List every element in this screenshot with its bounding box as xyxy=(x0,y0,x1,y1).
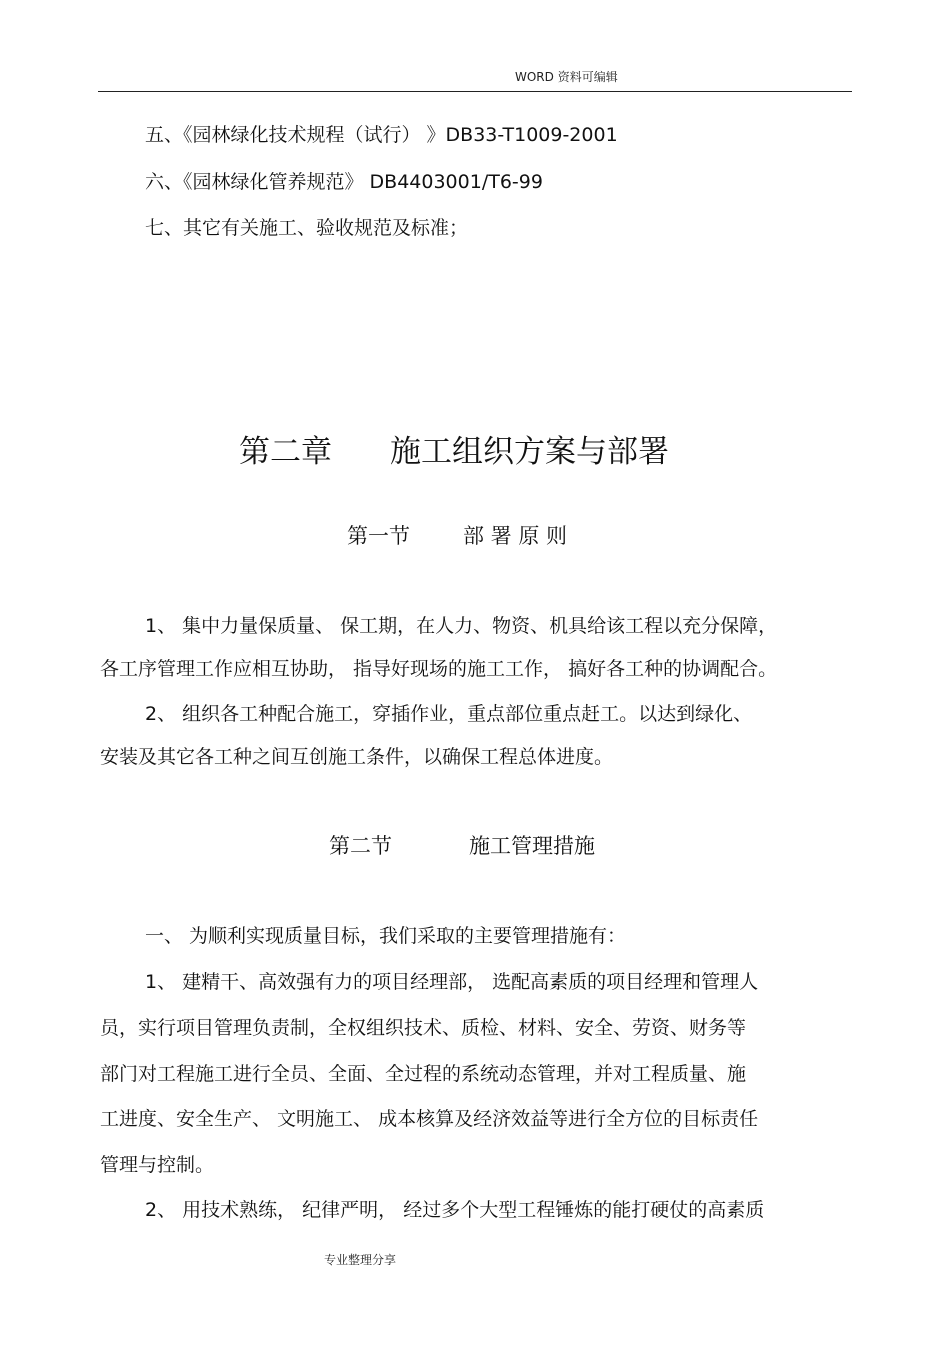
paragraph-line: 管理与控制。 xyxy=(100,1154,215,1176)
section1-title: 部 署 原 则 xyxy=(463,524,568,548)
page-header: WORD 资料可编辑 xyxy=(515,70,618,84)
paragraph-line: 一、 为顺利实现质量目标，我们采取的主要管理措施有： xyxy=(145,925,627,947)
paragraph-line: 员，实行项目管理负责制，全权组织技术、质检、材料、安全、劳资、财务等 xyxy=(100,1017,747,1039)
chapter-heading xyxy=(239,426,669,471)
reference-item: 七、其它有关施工、验收规范及标准； xyxy=(145,217,469,239)
reference-item: 五、《园林绿化技术规程（试行） 》DB33-T1009-2001 xyxy=(145,124,618,146)
paragraph-line: 2、 组织各工种配合施工，穿插作业，重点部位重点赶工。以达到绿化、 xyxy=(145,703,753,725)
paragraph-line: 部门对工程施工进行全员、全面、全过程的系统动态管理，并对工程质量、施 xyxy=(100,1063,747,1085)
paragraph-line: 2、 用技术熟练， 纪律严明， 经过多个大型工程锤炼的能打硬仗的高素质 xyxy=(145,1199,765,1221)
section1-label: 第一节 xyxy=(347,524,410,548)
paragraph-line: 工进度、安全生产、 文明施工、 成本核算及经济效益等进行全方位的目标责任 xyxy=(100,1108,759,1130)
header-rule xyxy=(98,91,852,92)
chapter-label: 第二章 xyxy=(239,434,332,470)
section2-label: 第二节 xyxy=(329,834,392,858)
paragraph-line: 1、 集中力量保质量、 保工期，在人力、物资、机具给该工程以充分保障， xyxy=(145,615,778,637)
paragraph-line: 安装及其它各工种之间互创施工条件，以确保工程总体进度。 xyxy=(100,746,614,768)
paragraph-line: 各工序管理工作应相互协助， 指导好现场的施工工作， 搞好各工种的协调配合。 xyxy=(100,658,778,680)
paragraph-line: 1、 建精干、高效强有力的项目经理部， 选配高素质的项目经理和管理人 xyxy=(145,971,759,993)
section2-title: 施工管理措施 xyxy=(469,834,595,858)
page-footer: 专业整理分享 xyxy=(324,1253,397,1267)
chapter-title: 施工组织方案与部署 xyxy=(390,434,669,470)
reference-item: 六、《园林绿化管养规范》 DB4403001/T6-99 xyxy=(145,171,543,193)
